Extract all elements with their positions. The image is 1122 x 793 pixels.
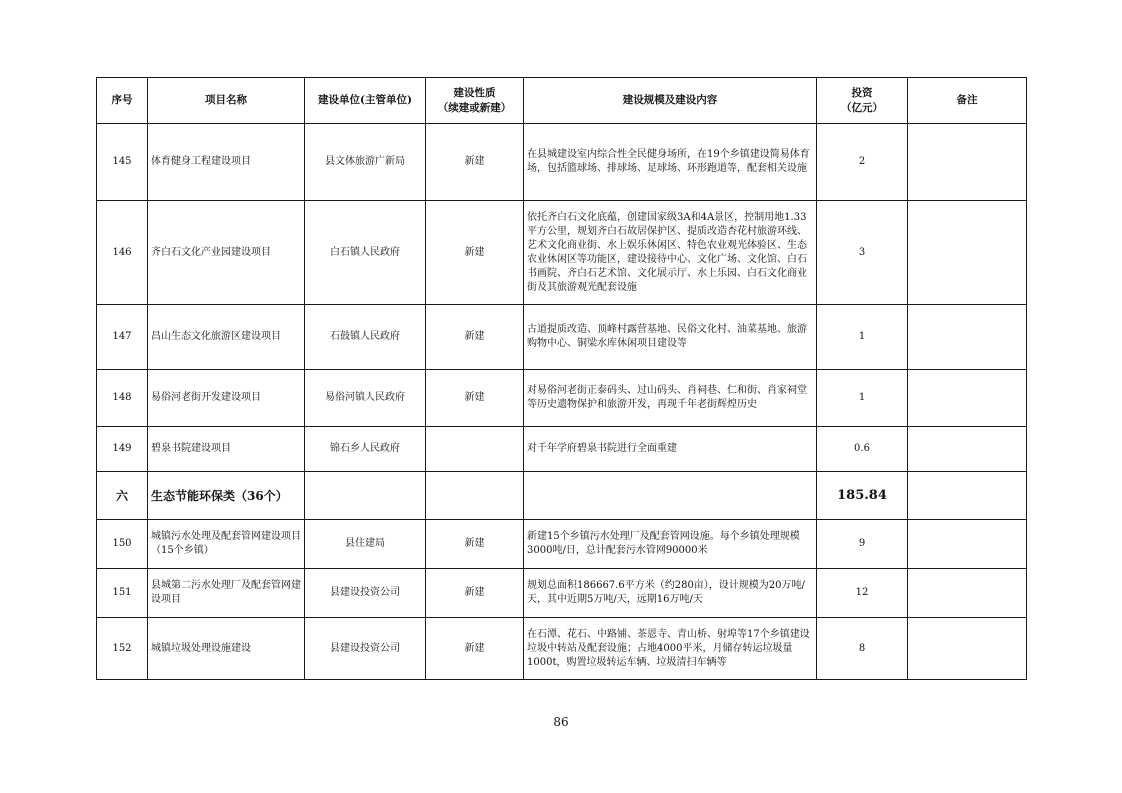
section-nature: [426, 472, 524, 520]
row-scope: 规划总面积186667.6平方米（约280亩），设计规模为20万吨/天，其中近期5万吨/天，远期16万吨/天: [524, 569, 817, 618]
row-scope: 新建15个乡镇污水处理厂及配套管网设施。每个乡镇处理规模3000吨/日，总计配套污水管网90000米: [524, 520, 817, 569]
row-seq: 148: [97, 370, 148, 427]
header-row: [97, 78, 1027, 124]
row-unit: 县住建局: [305, 520, 426, 569]
row-unit: 易俗河镇人民政府: [305, 370, 426, 427]
section-seq: 六: [97, 472, 148, 520]
row-nature: 新建: [426, 520, 524, 569]
row-scope: 古道提质改造、顶峰村露营基地、民俗文化村、油菜基地、旅游购物中心、铜梁水库休闲项目建设等: [524, 305, 817, 370]
table-row: [97, 201, 1027, 305]
page-number: 86: [553, 715, 569, 729]
project-table: [96, 77, 1027, 680]
row-invest: 9: [817, 520, 908, 569]
row-unit: 石鼓镇人民政府: [305, 305, 426, 370]
table-row: [97, 124, 1027, 201]
table-row: [97, 569, 1027, 618]
row-scope: 在石潭、花石、中路铺、茶恩寺、青山桥、射埠等17个乡镇建设垃圾中转站及配套设施；占地4000平米，月储存转运垃圾量1000t，购置垃圾转运车辆、垃圾清扫车辆等: [524, 618, 817, 680]
table-row: [97, 520, 1027, 569]
row-seq: 150: [97, 520, 148, 569]
row-seq: 147: [97, 305, 148, 370]
row-name: 碧泉书院建设项目: [148, 427, 305, 472]
row-scope: 依托齐白石文化底蕴，创建国家级3A和4A景区，控制用地1.33平方公里，规划齐白石故居保护区、提质改造杏花村旅游环线、艺术文化商业街、水上娱乐休闲区、特色农业观光体验区、生态农业休闲区等功能区，建设接待中心、文化广场、文化馆、白石书画院、齐白石艺术馆、文化展示厅、水上乐园、白石文化商业街及其旅游观光配套设施: [524, 201, 817, 305]
row-seq: 146: [97, 201, 148, 305]
row-remark: [908, 520, 1027, 569]
row-name: 体育健身工程建设项目: [148, 124, 305, 201]
row-nature: 新建: [426, 201, 524, 305]
header-seq: 序号: [97, 78, 148, 124]
row-scope: 对易俗河老街正泰码头、过山码头、肖祠巷、仁和街、肖家祠堂等历史遗物保护和旅游开发，再现千年老街辉煌历史: [524, 370, 817, 427]
row-seq: 145: [97, 124, 148, 201]
row-unit: 锦石乡人民政府: [305, 427, 426, 472]
row-nature: 新建: [426, 618, 524, 680]
row-nature: 新建: [426, 124, 524, 201]
section-invest: 185.84: [817, 472, 908, 520]
row-remark: [908, 305, 1027, 370]
header-nature-line1: 建设性质: [453, 86, 496, 99]
header-invest-line1: 投资: [851, 86, 873, 99]
section-row: [97, 472, 1027, 520]
row-remark: [908, 618, 1027, 680]
row-name: 昌山生态文化旅游区建设项目: [148, 305, 305, 370]
row-unit: 县建设投资公司: [305, 569, 426, 618]
row-name: 城镇污水处理及配套管网建设项目（15个乡镇）: [148, 520, 305, 569]
row-nature: [426, 427, 524, 472]
row-name: 县城第二污水处理厂及配套管网建设项目: [148, 569, 305, 618]
table-row: [97, 370, 1027, 427]
table-row: [97, 305, 1027, 370]
table-row: [97, 427, 1027, 472]
row-remark: [908, 569, 1027, 618]
row-invest: 12: [817, 569, 908, 618]
header-name: 项目名称: [148, 78, 305, 124]
row-remark: [908, 370, 1027, 427]
row-invest: 0.6: [817, 427, 908, 472]
row-seq: 152: [97, 618, 148, 680]
header-invest-line2: （亿元）: [841, 101, 883, 114]
row-remark: [908, 427, 1027, 472]
row-invest: 1: [817, 370, 908, 427]
header-remark: 备注: [908, 78, 1027, 124]
row-invest: 3: [817, 201, 908, 305]
section-unit: [305, 472, 426, 520]
row-name: 城镇垃圾处理设施建设: [148, 618, 305, 680]
row-remark: [908, 201, 1027, 305]
row-seq: 151: [97, 569, 148, 618]
row-nature: 新建: [426, 569, 524, 618]
row-scope: 对千年学府碧泉书院进行全面重建: [524, 427, 817, 472]
section-scope: [524, 472, 817, 520]
row-unit: 县建设投资公司: [305, 618, 426, 680]
row-invest: 8: [817, 618, 908, 680]
row-scope: 在县城建设室内综合性全民健身场所，在19个乡镇建设简易体育场，包括篮球场、排球场、足球场、环形跑道等，配套相关设施: [524, 124, 817, 201]
header-unit: 建设单位(主管单位): [305, 78, 426, 124]
row-remark: [908, 124, 1027, 201]
row-invest: 1: [817, 305, 908, 370]
table-row: [97, 618, 1027, 680]
row-unit: 白石镇人民政府: [305, 201, 426, 305]
row-unit: 县文体旅游广新局: [305, 124, 426, 201]
section-remark: [908, 472, 1027, 520]
section-name: 生态节能环保类（36个）: [148, 472, 305, 520]
row-name: 齐白石文化产业园建设项目: [148, 201, 305, 305]
header-nature-line2: （续建或新建）: [437, 101, 512, 114]
row-name: 易俗河老街开发建设项目: [148, 370, 305, 427]
header-scope: 建设规模及建设内容: [524, 78, 817, 124]
row-seq: 149: [97, 427, 148, 472]
header-invest: [817, 78, 908, 124]
row-invest: 2: [817, 124, 908, 201]
header-nature: [426, 78, 524, 124]
row-nature: 新建: [426, 370, 524, 427]
row-nature: 新建: [426, 305, 524, 370]
